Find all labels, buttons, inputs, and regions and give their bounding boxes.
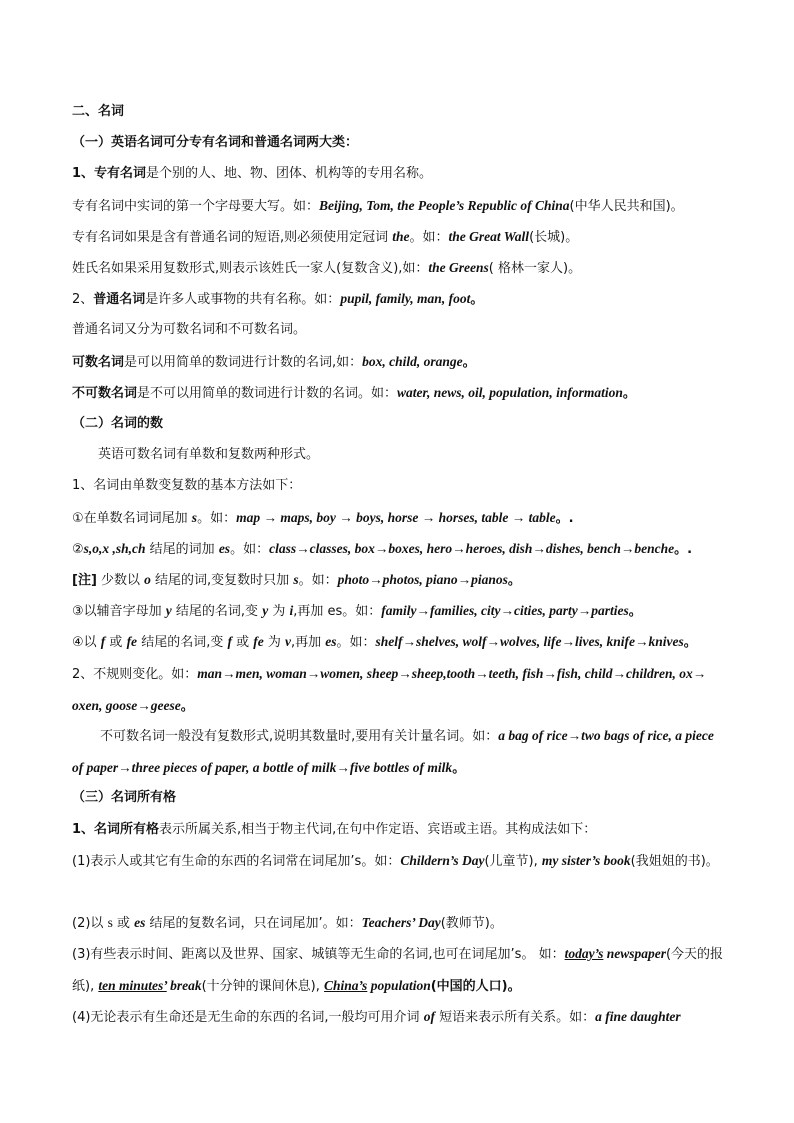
english-example: y: [165, 603, 172, 618]
bold-term: 1、名词所有格: [72, 822, 160, 837]
line-text: 是个别的人、地、物、团体、机构等的专用名称。: [146, 166, 433, 181]
subsection-heading-1: [72, 127, 728, 158]
english-example: China’s: [324, 978, 368, 993]
english-example: y: [262, 603, 269, 618]
english-example: ten minutes’: [98, 978, 167, 993]
line-text: (3)有些表示时间、距离以及世界、国家、城镇等无生命的名词,也可在词尾加’s。 如：: [72, 947, 565, 962]
line-text: ④以: [72, 635, 101, 650]
line-text: 结尾的名词,变: [171, 604, 263, 619]
line-text: 结尾的名词,变: [137, 635, 228, 650]
line-text: ( 格林一家人)。: [488, 261, 582, 276]
bold-term: [注]: [72, 573, 97, 588]
line-text: (1)表示人或其它有生命的东西的名词常在词尾加’s。如：: [72, 854, 401, 869]
bold-term: (中国的人口)。: [430, 979, 521, 994]
line-text: 结尾的词加: [145, 542, 219, 557]
paragraph-line: [72, 470, 728, 501]
english-example: es: [325, 634, 337, 649]
line-text: (儿童节),: [484, 854, 542, 869]
paragraph-line: [72, 377, 728, 409]
possessive-rule-3: [72, 938, 728, 1000]
bold-term: 。: [683, 635, 697, 650]
line-text: 。如：: [336, 635, 376, 650]
bold-term: 1、专有名词: [72, 166, 147, 181]
english-example: fe: [253, 634, 264, 649]
bold-term: 。.: [674, 542, 693, 557]
paragraph-line: [72, 190, 728, 222]
paragraph-line: [72, 814, 728, 845]
rule-item-2: [72, 533, 728, 565]
english-example: s: [107, 915, 113, 930]
english-example: Childern’s Day: [400, 853, 485, 868]
section-heading-nouns: [72, 96, 728, 127]
paragraph-line: [72, 314, 728, 345]
bold-term: 普通名词: [93, 292, 146, 307]
english-example: s,o,x ,sh,ch: [83, 541, 146, 556]
bold-term: 。: [470, 292, 484, 307]
bold-term: 二、名词: [72, 104, 125, 119]
possessive-rule-1: [72, 845, 728, 907]
line-text: (4)无论表示有生命还是无生命的东西的名词,一般均可用介词: [72, 1010, 424, 1025]
english-example: a bag of rice→two bags of rice, a piece of paper→three pieces of paper, a bottle of milk→five bottles of milk: [72, 728, 714, 775]
rule-item-3: [72, 595, 728, 627]
subsection-heading-2: [72, 408, 728, 439]
english-example: the: [392, 229, 410, 244]
english-example: a fine daughter: [595, 1009, 681, 1024]
line-text: ,再加 es。如：: [293, 604, 382, 619]
english-example: shelf→shelves, wolf→wolves, life→lives, knife→knives: [375, 634, 684, 649]
line-text: 结尾的词,变复数时只加: [150, 573, 294, 588]
possessive-rule-4: [72, 1001, 728, 1033]
bold-term: （一）英语名词可分专有名词和普通名词两大类：: [72, 135, 359, 150]
line-text: 是许多人或事物的共有名称。如：: [145, 292, 341, 307]
english-example: Beijing, Tom, the People’s Republic of China: [319, 198, 570, 213]
line-text: 是可以用简单的数词进行计数的名词,如：: [124, 355, 363, 370]
english-example: v: [285, 634, 291, 649]
line-text: (我姐姐的书)。: [630, 854, 719, 869]
english-example: photo→photos, piano→pianos: [337, 572, 508, 587]
line-text: 或: [231, 635, 254, 650]
english-example: i: [289, 603, 294, 618]
paragraph-line: [72, 346, 728, 378]
possessive-rule-2: [72, 907, 728, 939]
english-example: family→families, city→cities, party→parties: [381, 603, 629, 618]
paragraph-line: [72, 283, 728, 315]
line-text: 。如：: [197, 511, 237, 526]
line-text: ①在单数名词词尾加: [72, 511, 192, 526]
bold-term: 。: [628, 604, 642, 619]
bold-term: 。: [462, 355, 476, 370]
english-example: break: [166, 978, 202, 993]
line-text: 。如：: [409, 230, 449, 245]
line-text: 姓氏名如果采用复数形式,则表示该姓氏一家人(复数含义),如：: [72, 261, 429, 276]
bold-term: 。: [507, 573, 521, 588]
line-text: 为: [263, 635, 285, 650]
english-example: s: [293, 572, 299, 587]
line-text: 是不可以用简单的数词进行计数的名词。如：: [137, 386, 398, 401]
paragraph-line: [72, 158, 728, 189]
line-text: 或: [112, 916, 135, 931]
line-text: (十分钟的课间休息),: [201, 979, 325, 994]
line-text: (长城)。: [529, 230, 579, 245]
english-example: f: [100, 634, 106, 649]
english-example: newspaper: [603, 946, 666, 961]
note-line: [72, 564, 728, 596]
line-text: (中华人民共和国)。: [569, 199, 684, 214]
english-example: es: [134, 915, 146, 930]
line-text: 为: [268, 604, 290, 619]
english-example: man→men, woman→women, sheep→sheep,tooth→teeth, fish→fish, child→children, ox→ oxen, goose→geese: [72, 666, 707, 713]
line-text: 2、不规则变化。如：: [72, 667, 198, 682]
paragraph-line: [72, 252, 728, 284]
line-text: 英语可数名词有单数和复数两种形式。: [98, 447, 320, 462]
line-text: 不可数名词一般没有复数形式,说明其数量时,要用有关计量名词。如：: [100, 729, 499, 744]
line-text: 。如：: [230, 542, 270, 557]
uncountable-paragraph: [72, 720, 728, 782]
line-text: ③以辅音字母加: [72, 604, 166, 619]
bold-term: 。: [622, 386, 636, 401]
english-example: box, child, orange: [362, 354, 463, 369]
line-text: 普通名词又分为可数名词和不可数名词。: [72, 322, 307, 337]
paragraph-line: [98, 439, 728, 470]
english-example: today’s: [564, 946, 604, 961]
line-text: 专有名词中实词的第一个字母要大写。如：: [72, 199, 320, 214]
english-example: of: [423, 1009, 435, 1024]
line-text: 专有名词如果是含有普通名词的短语,则必须使用定冠词: [72, 230, 393, 245]
bold-term: （二）名词的数: [72, 416, 164, 431]
english-example: the Greens: [428, 260, 489, 275]
line-text: (教师节)。: [440, 916, 503, 931]
english-example: Teachers’ Day: [361, 915, 441, 930]
bold-term: 。.: [555, 511, 574, 526]
english-example: pupil, family, man, foot: [340, 291, 471, 306]
line-text: 1、名词由单数变复数的基本方法如下：: [72, 478, 302, 493]
line-text: 2、: [72, 292, 94, 307]
bold-term: 。: [180, 699, 194, 714]
subsection-heading-3: [72, 782, 728, 813]
line-text: ,再加: [291, 635, 326, 650]
english-example: fe: [126, 634, 138, 649]
bold-term: 。: [452, 761, 466, 776]
english-example: o: [144, 572, 151, 587]
line-text: (2)以: [72, 916, 108, 931]
english-example: s: [191, 510, 198, 525]
english-example: es: [218, 541, 231, 556]
english-example: the Great Wall: [448, 229, 530, 244]
line-text: 结尾的复数名词，只在词尾加’。如：: [145, 916, 362, 931]
line-text: 短语来表示所有关系。如：: [434, 1010, 596, 1025]
line-text: 表示所属关系,相当于物主代词,在句中作定语、宾语或主语。其构成法如下：: [159, 822, 597, 837]
english-example: my sister’s book: [541, 853, 631, 868]
line-text: ②: [72, 542, 84, 557]
english-example: class→classes, box→boxes, hero→heroes, dish→dishes, bench→benche: [269, 541, 675, 556]
english-example: water, news, oil, population, information: [397, 385, 623, 400]
irregular-paragraph: [72, 658, 728, 720]
english-example: population: [367, 978, 431, 993]
line-text: 少数以: [96, 573, 145, 588]
bold-term: （三）名词所有格: [72, 790, 177, 805]
bold-term: 可数名词: [72, 355, 125, 370]
bold-term: 不可数名词: [72, 386, 138, 401]
english-example: map → maps, boy → boys, horse → horses, table → table: [236, 510, 556, 525]
rule-item-1: [72, 502, 728, 534]
paragraph-line: [72, 221, 728, 253]
english-example: f: [227, 634, 232, 649]
rule-item-4: [72, 626, 728, 658]
line-text: 。如：: [298, 573, 338, 588]
line-text: (今天的报纸),: [72, 947, 724, 994]
line-text: 或: [105, 635, 127, 650]
